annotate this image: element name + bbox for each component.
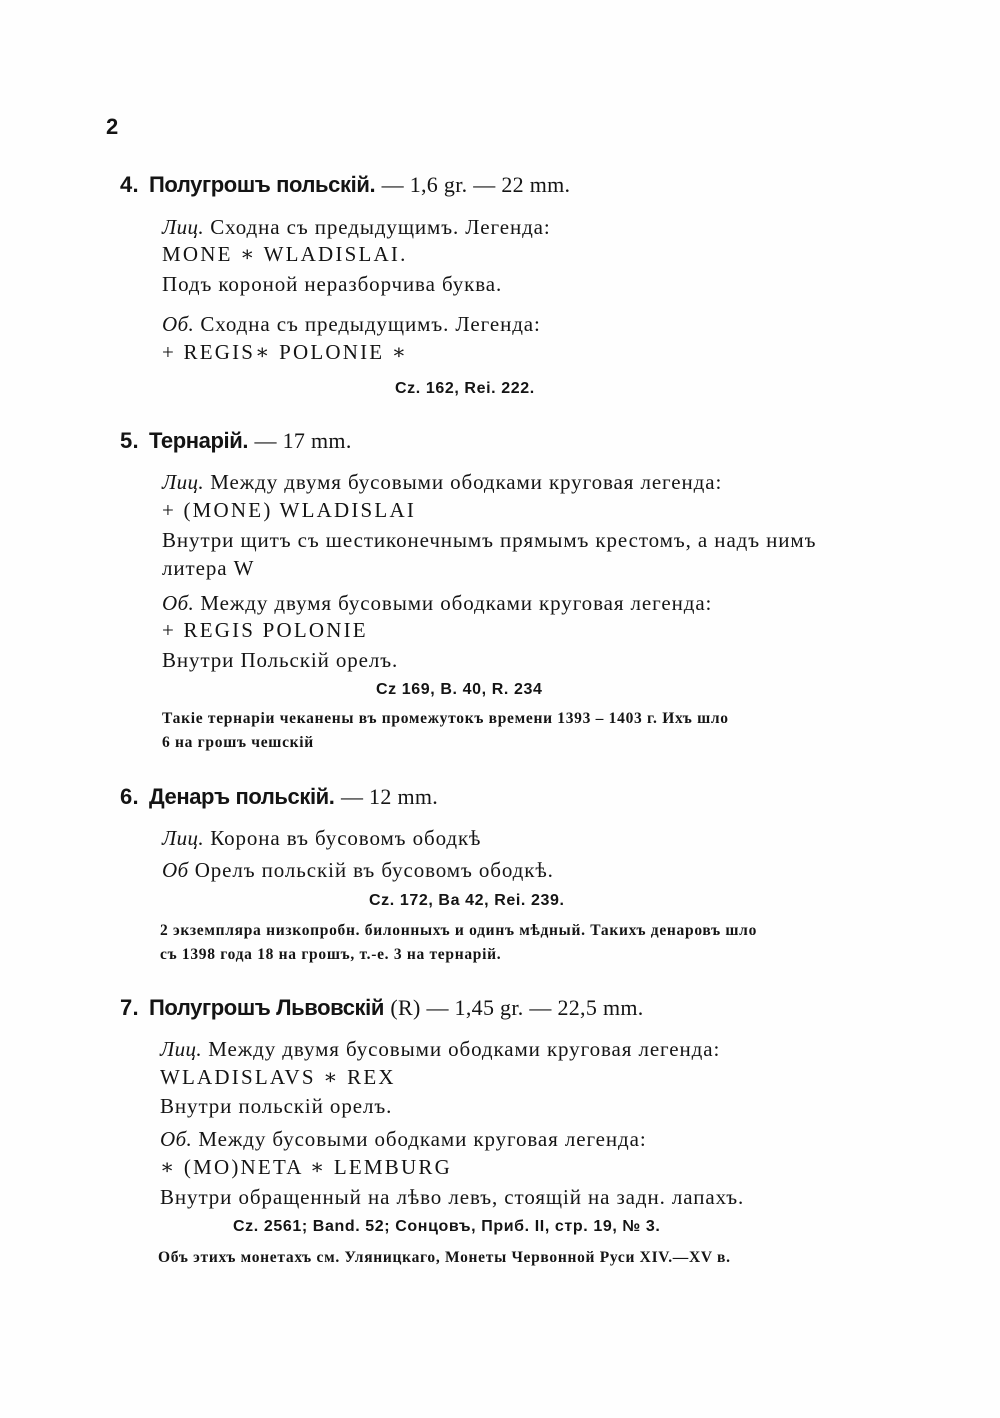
obverse-line [162,826,481,851]
obverse-text: Сходна съ предыдущимъ. Легенда: [210,215,551,239]
obverse-legend: WLADISLAVS ∗ REX [160,1065,396,1089]
entry-title: Денаръ польскій. [148,784,335,809]
references: Cz. 2561; Band. 52; Сонцовъ, Приб. II, стр. 19, № 3. [233,1218,661,1235]
entry-specs: — 17 mm. [254,428,352,453]
obverse-text: Между двумя бусовыми ободками круговая легенда: [210,470,723,494]
obverse-description: Внутри польскій орелъ. [160,1094,393,1118]
footnote-line: 6 на грошъ чешскій [162,734,314,751]
reverse-line [162,858,554,883]
entry-specs: — 1,6 gr. — 22 mm. [381,172,571,197]
obverse-text: Между двумя бусовыми ободками круговая легенда: [208,1037,721,1061]
reverse-line [162,591,712,616]
obverse-label: Лиц. [162,826,205,850]
page-number: 2 [106,114,119,139]
entry-title: Полугрошъ польскій. [148,172,376,197]
entry-heading [120,172,570,198]
footnote-line: Объ этихъ монетахъ см. Уляницкаго, Монеты Червонной Руси XIV.—XV в. [158,1249,731,1266]
obverse-description: Внутри щитъ съ шестиконечнымъ прямымъ крестомъ, а надъ нимъ [162,528,817,552]
obverse-description: Подъ короной неразборчива буква. [162,272,503,296]
obverse-label: Лиц. [160,1037,203,1061]
reverse-line [162,312,541,337]
obverse-text: Корона въ бусовомъ ободкѣ [210,826,482,850]
reverse-text: Между бусовыми ободками круговая легенда: [198,1127,647,1151]
obverse-line [162,215,551,240]
reverse-text: Сходна съ предыдущимъ. Легенда: [200,312,541,336]
entry-number: 5. [120,428,139,453]
entry-number: 4. [120,172,139,197]
obverse-line [162,470,722,495]
obverse-line [160,1037,720,1062]
footnote-line: 2 экземпляра низкопробн. билонныхъ и одинъ мѣдный. Такихъ денаровъ шло [160,922,758,939]
entry-number: 6. [120,784,139,809]
reverse-description: Внутри обращенный на лѣво левъ, стоящій на задн. лапахъ. [160,1185,745,1209]
reverse-label: Об. [162,591,195,615]
obverse-label: Лиц. [162,470,205,494]
obverse-legend: + (MONE) WLADISLAI [162,498,417,522]
obverse-description: литера W [162,556,255,580]
reverse-label: Об [162,858,189,882]
reverse-label: Об. [162,312,195,336]
reverse-text: Между двумя бусовыми ободками круговая легенда: [200,591,713,615]
reverse-label: Об. [160,1127,193,1151]
references: Cz. 172, Ba 42, Rei. 239. [369,892,565,909]
entry-heading [120,784,438,810]
entry-specs: (R) — 1,45 gr. — 22,5 mm. [390,995,644,1020]
reverse-description: Внутри Польскій орелъ. [162,648,399,672]
references: Cz 169, B. 40, R. 234 [376,681,543,698]
references: Cz. 162, Rei. 222. [395,380,535,397]
reverse-legend: ∗ (MO)NETA ∗ LEMBURG [160,1155,452,1179]
obverse-label: Лиц. [162,215,205,239]
entry-heading [120,995,644,1021]
reverse-legend: + REGIS POLONIE [162,618,368,642]
entry-title: Тернарій. [148,428,249,453]
footnote-line: съ 1398 года 18 на грошъ, т.-е. 3 на тернарій. [160,946,502,963]
reverse-legend: + REGIS∗ POLONIE ∗ [162,340,409,364]
footnote-line: Такіе тернаріи чеканены въ промежутокъ времени 1393 – 1403 г. Ихъ шло [162,710,729,727]
entry-specs: — 12 mm. [340,784,439,809]
obverse-legend: MONE ∗ WLADISLAI. [162,242,408,266]
reverse-line [160,1127,647,1152]
entry-heading [120,428,352,454]
entry-number: 7. [120,995,139,1020]
entry-title: Полугрошъ Львовскій [148,995,384,1020]
reverse-text: Орелъ польскій въ бусовомъ ободкѣ. [194,858,554,882]
